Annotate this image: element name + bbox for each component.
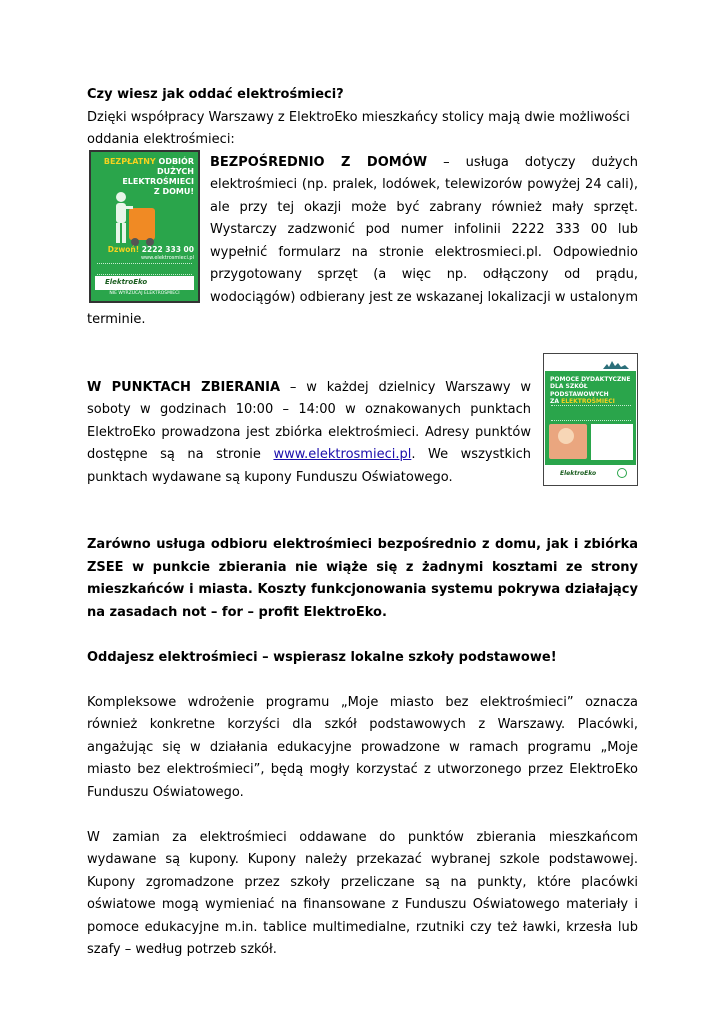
section-collection-points-title: W PUNKTACH ZBIERANIA <box>87 379 281 395</box>
worker-with-bin-illustration <box>105 190 167 248</box>
poster2-brand-logo: ElektroEko <box>560 469 597 477</box>
program-paragraph: Kompleksowe wdrożenie programu „Moje miasto bez elektrośmieci” oznacza również konkretne korzyści dla szkół podstawowych z Warszawy. Placówki, angażując się w działania edukacyjne prowadzone w ramach programu „Moje miasto bez elektrośmieci”, będą mogły korzystać z utworzonego przez ElektroEko Funduszu Oświatowego. <box>87 694 638 800</box>
page-heading: Czy wiesz jak oddać elektrośmieci? <box>87 87 344 102</box>
intro-paragraph: Dzięki współpracy Warszawy z ElektroEko mieszkańcy stolicy mają dwie możliwości oddania elektrośmieci: <box>87 109 630 147</box>
elektrosmieci-link[interactable]: www.elektrosmieci.pl <box>273 447 412 462</box>
schools-subheading: Oddajesz elektrośmieci – wspierasz lokalne szkoły podstawowe! <box>87 649 557 665</box>
poster2-headline: POMOCE DYDAKTYCZNE DLA SZKÓŁ PODSTAWOWYCH ZA ELEKTROŚMIECI <box>550 375 631 405</box>
pickup-poster-image <box>89 150 200 303</box>
poster1-fine-print <box>97 263 192 275</box>
poster1-brand-logo: ElektroEko <box>105 277 148 286</box>
section-collection-points: W PUNKTACH ZBIERANIA – w każdej dzielnicy Warszawy w soboty w godzinach 10:00 – 14:00 w oznakowanych punktach ElektroEko prowadzona jest zbiórka elektrośmieci. Adresy punktów dostępne są na stronie www.elektrosmieci.pl. We wszystkich punktach wydawane są kupony Funduszu Oświatowego. <box>87 379 531 485</box>
section-home-pickup-text: – usługa dotyczy dużych elektrośmieci (np. pralek, lodówek, telewizorów powyżej 24 cali), ale przy tej okazji może być zabrany również mały sprzęt. Wystarczy zadzwonić pod numer infolinii 2222 333 00 lub wypełnić formularz na stronie elektrosmieci.pl. Odpowiednio przygotowany sprzęt (a więc np. odłączony od prądu, wodociągów) odbierany jest ze wskazanej lokalizacji w ustalonym terminie. <box>87 154 638 327</box>
poster1-footer: NIE WYRZUCAJ ELEKTROŚMIECI <box>109 290 180 296</box>
poster2-bullet-list <box>551 405 631 421</box>
coupons-paragraph: W zamian za elektrośmieci oddawane do punktów zbierania mieszkańcom wydawane są kupony. Kupony należy przekazać wybranej szkole podstawowej. Kupony zgromadzone przez szkoły przeliczane są na punkty, które placówki oświatowe mogą wymieniać na finansowane z Funduszu Oświatowego materiały i pomoce edukacyjne m.in. tablice multimedialne, rzutniki czy też ławki, krzesła lub szafy – według potrzeb szkół. <box>87 829 638 957</box>
costs-paragraph: Zarówno usługa odbioru elektrośmieci bezpośrednio z domu, jak i zbiórka ZSEE w punkcie zbierania nie wiąże się z żadnymi kosztami ze strony mieszkańców i miasta. Koszty funkcjonowania systemu pokrywa działający na zasadach not – for – profit ElektroEko. <box>87 537 638 620</box>
school-aids-poster-image <box>543 353 638 486</box>
document-page <box>87 84 638 962</box>
poster2-city-skyline <box>545 355 636 371</box>
poster1-url: www.elektrosmieci.pl <box>140 254 194 261</box>
poster2-recycle-icon <box>617 468 627 478</box>
poster2-form-box <box>591 424 633 460</box>
poster2-child-face <box>558 428 574 444</box>
section-home-pickup-title: BEZPOŚREDNIO Z DOMÓW <box>210 154 428 170</box>
poster1-phone: Dzwoń! 2222 333 00 <box>107 244 194 254</box>
poster1-headline: BEZPŁATNY ODBIÓR DUŻYCH ELEKTROŚMIECI Z DOMU! <box>103 156 194 196</box>
